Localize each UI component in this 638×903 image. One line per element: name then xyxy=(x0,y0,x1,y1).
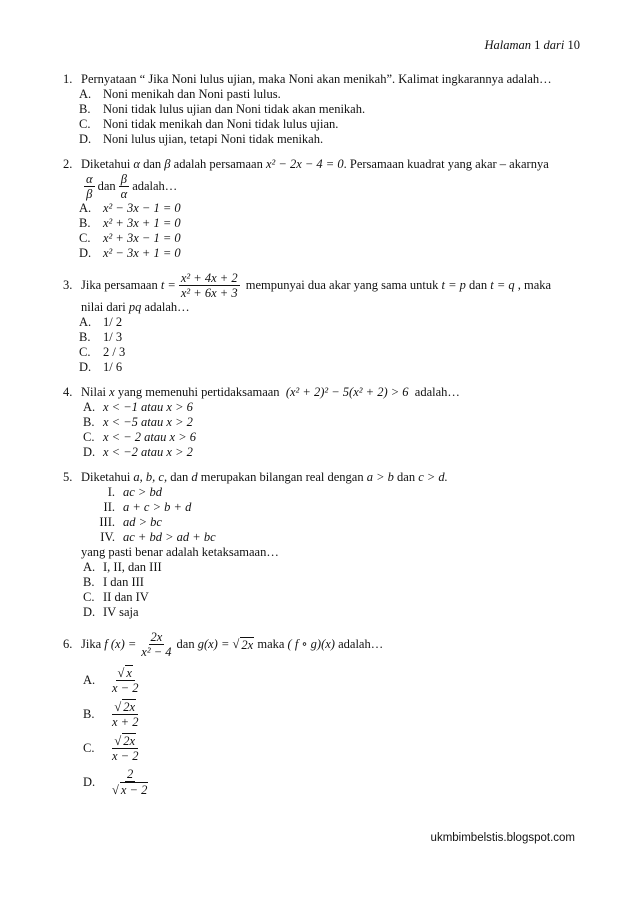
option-label: A. xyxy=(83,400,96,414)
option-fraction: $\frac{√ x}{x - 2}$ xyxy=(112,666,139,695)
q6-dan: dan xyxy=(176,637,195,651)
roman-label: III. xyxy=(99,515,115,529)
header-of: dari xyxy=(543,38,565,52)
option xyxy=(83,445,583,460)
option xyxy=(79,345,583,360)
options xyxy=(83,400,583,460)
question-text xyxy=(81,157,583,172)
question-text xyxy=(81,385,583,400)
sqrt-icon: √ xyxy=(232,637,240,651)
t-equals-q: t = q xyxy=(490,278,515,292)
option-label: B. xyxy=(79,216,91,230)
option-label: D. xyxy=(79,360,92,374)
q5-text-3: merupakan bilangan real dengan xyxy=(200,470,364,484)
option-label: A. xyxy=(83,560,96,574)
roman-label: IV. xyxy=(100,530,115,544)
x-variable: x xyxy=(109,385,115,399)
f-fraction: $\frac{2x}{\text{x² − 4}}$ xyxy=(141,630,172,659)
q3-text-4a: nilai dari xyxy=(81,300,126,314)
option-label: D. xyxy=(83,605,96,619)
option xyxy=(79,216,583,231)
q5-text-5: yang pasti benar adalah ketaksamaan… xyxy=(81,545,279,559)
beta-symbol: β xyxy=(164,157,171,171)
q2-equation: x² − 2x − 4 = 0 xyxy=(265,157,344,171)
question-text xyxy=(81,630,583,659)
sqrt-icon: √ xyxy=(117,666,125,680)
option xyxy=(79,246,583,261)
roman-label: II. xyxy=(103,500,115,514)
option-text: x < −2 atau x > 2 xyxy=(103,445,193,459)
options xyxy=(79,315,583,375)
option-text: Noni menikah dan Noni pasti lulus. xyxy=(103,87,281,101)
q3-text-4b: adalah… xyxy=(144,300,190,314)
question-number: 5. xyxy=(63,470,73,484)
alpha-over-beta: $\frac{\alpha}{\beta}$ xyxy=(86,172,93,201)
option xyxy=(79,132,583,147)
option-label: C. xyxy=(79,345,91,359)
alpha-symbol: α xyxy=(133,157,140,171)
sqrt-icon: √ xyxy=(114,734,122,748)
option-label: C. xyxy=(79,117,91,131)
roman-item xyxy=(87,515,583,530)
t-variable: t = xyxy=(160,278,176,292)
option-text: II dan IV xyxy=(103,590,149,604)
option-label: A. xyxy=(79,201,92,215)
option-label: C. xyxy=(79,231,91,245)
option xyxy=(83,415,583,430)
roman-text: a + c > b + d xyxy=(123,500,192,514)
option-label: B. xyxy=(83,706,95,721)
q6-text-2: adalah… xyxy=(338,637,384,651)
option-text: 1/ 6 xyxy=(103,360,123,374)
question-6 xyxy=(63,630,583,799)
option-text: Noni tidak lulus ujian dan Noni tidak akan menikah. xyxy=(103,102,366,116)
option-label: B. xyxy=(83,575,95,589)
question-number: 1. xyxy=(63,72,73,86)
option xyxy=(79,117,583,132)
question-text: Pernyataan “ Jika Noni lulus ujian, maka Noni akan menikah”. Kalimat ingkarannya adalah… xyxy=(81,72,552,86)
f-of-x: f (x) = xyxy=(104,637,137,651)
option xyxy=(79,102,583,117)
option-text: I dan III xyxy=(103,575,144,589)
question-text xyxy=(81,271,583,300)
q4-text-2: yang memenuhi pertidaksamaan xyxy=(117,385,280,399)
option-label: A. xyxy=(83,672,96,687)
option-label: B. xyxy=(79,102,91,116)
option-text: 1/ 2 xyxy=(103,315,123,329)
t-equals-p: t = p xyxy=(441,278,466,292)
option-fraction: $\frac{2}{√ x - 2}$ xyxy=(112,767,148,797)
option xyxy=(83,560,583,575)
roman-text: ac + bd > ad + bc xyxy=(123,530,216,544)
roman-list xyxy=(63,485,583,545)
q3-dan: dan xyxy=(469,278,488,292)
option-label: B. xyxy=(79,330,91,344)
q3-line-2 xyxy=(81,300,583,315)
option-label: D. xyxy=(79,246,92,260)
q2-text-4: adalah… xyxy=(132,179,178,193)
option xyxy=(79,330,583,345)
question-number: 6. xyxy=(63,637,73,651)
option xyxy=(83,605,583,620)
option xyxy=(79,315,583,330)
header-total: 10 xyxy=(567,38,580,52)
option-label: D. xyxy=(83,774,96,789)
option xyxy=(83,590,583,605)
option-text: 1/ 3 xyxy=(103,330,123,344)
q2-text-1: Diketahui xyxy=(81,157,131,171)
question-number: 4. xyxy=(63,385,73,399)
q5-cond-1: a > b xyxy=(366,470,394,484)
option-label: A. xyxy=(79,315,92,329)
option xyxy=(83,575,583,590)
option xyxy=(79,360,583,375)
option-text: IV saja xyxy=(103,605,139,619)
q6-maka: maka xyxy=(257,637,285,651)
q3-text-3: , maka xyxy=(517,278,552,292)
q2-dan-2: dan xyxy=(97,179,116,193)
g-of-x: g(x) = xyxy=(197,637,230,651)
q2-text-3: . Persamaan kuadrat yang akar – akarnya xyxy=(343,157,549,171)
question-1 xyxy=(63,72,583,147)
question-text xyxy=(81,470,583,485)
options xyxy=(83,663,583,799)
q4-text-3: adalah… xyxy=(414,385,460,399)
roman-item xyxy=(87,485,583,500)
option-label: D. xyxy=(83,445,96,459)
q6-text-1: Jika xyxy=(81,637,102,651)
q5-cond-2: c > d. xyxy=(418,470,448,484)
question-4 xyxy=(63,385,583,460)
option xyxy=(83,430,583,445)
option-text: x < −5 atau x > 2 xyxy=(103,415,193,429)
option xyxy=(83,765,583,799)
option-fraction: $\frac{√ 2x}{x - 2}$ xyxy=(112,734,139,763)
option-text: I, II, dan III xyxy=(103,560,162,574)
page-header xyxy=(485,38,581,53)
option-fraction: $\frac{√ 2x}{x + 2}$ xyxy=(112,700,139,729)
q5-text-1: Diketahui xyxy=(81,470,131,484)
pq-variable: pq xyxy=(128,300,142,314)
roman-label: I. xyxy=(107,485,115,499)
sqrt-icon: √ xyxy=(112,783,119,797)
header-page: 1 xyxy=(534,38,541,52)
q4-text-1: Nilai xyxy=(81,385,106,399)
options xyxy=(79,87,583,147)
sqrt-icon: √ xyxy=(114,700,122,714)
roman-text: ad > bc xyxy=(123,515,162,529)
question-number: 3. xyxy=(63,278,73,292)
q3-fraction: $\frac{\text{x² + 4x + 2}}{\text{x² + 6x + 3}}$ xyxy=(180,271,238,300)
q5-text-2: dan xyxy=(170,470,189,484)
d-variable: d xyxy=(191,470,198,484)
option-label: C. xyxy=(83,590,95,604)
option xyxy=(83,731,583,765)
option-text: x² + 3x + 1 = 0 xyxy=(103,216,181,230)
option xyxy=(83,697,583,731)
options xyxy=(83,560,583,620)
option-label: C. xyxy=(83,740,95,755)
option xyxy=(79,231,583,246)
header-label: Halaman xyxy=(484,38,532,52)
q2-dan: dan xyxy=(143,157,162,171)
q5-text-4: dan xyxy=(397,470,416,484)
q4-inequality: (x² + 2)² − 5(x² + 2) > 6 xyxy=(285,385,409,399)
question-2 xyxy=(63,157,583,261)
option-label: C. xyxy=(83,430,95,444)
option xyxy=(79,87,583,102)
q3-text-1: Jika persamaan xyxy=(81,278,158,292)
roman-text: ac > bd xyxy=(123,485,162,499)
option-text: Noni lulus ujian, tetapi Noni tidak menikah. xyxy=(103,132,324,146)
question-number: 2. xyxy=(63,157,73,171)
footer-site: ukmbimbelstis.blogspot.com xyxy=(430,832,575,844)
question-list xyxy=(63,72,583,809)
roman-item xyxy=(87,530,583,545)
question-5 xyxy=(63,470,583,620)
option-text: 2 / 3 xyxy=(103,345,126,359)
q2-text-2: adalah persamaan xyxy=(173,157,263,171)
option xyxy=(83,400,583,415)
option-text: x² + 3x − 1 = 0 xyxy=(103,231,181,245)
beta-over-alpha: $\frac{\beta}{\alpha}$ xyxy=(120,172,128,201)
option-text: x < − 2 atau x > 6 xyxy=(103,430,196,444)
composition: ( f ∘ g)(x) xyxy=(287,637,335,651)
q3-text-2: mempunyai dua akar yang sama untuk xyxy=(245,278,439,292)
option-label: B. xyxy=(83,415,95,429)
option xyxy=(83,663,583,697)
option-text: x² − 3x − 1 = 0 xyxy=(103,201,181,215)
option xyxy=(79,201,583,216)
g-radicand: 2x xyxy=(241,637,254,652)
roman-item xyxy=(87,500,583,515)
option-text: x² − 3x + 1 = 0 xyxy=(103,246,181,260)
option-label: D. xyxy=(79,132,92,146)
option-text: Noni tidak menikah dan Noni tidak lulus ujian. xyxy=(103,117,339,131)
option-text: x < −1 atau x > 6 xyxy=(103,400,193,414)
question-3 xyxy=(63,271,583,375)
q5-vars: a, b, c, xyxy=(133,470,168,484)
option-label: A. xyxy=(79,87,92,101)
options xyxy=(79,201,583,261)
